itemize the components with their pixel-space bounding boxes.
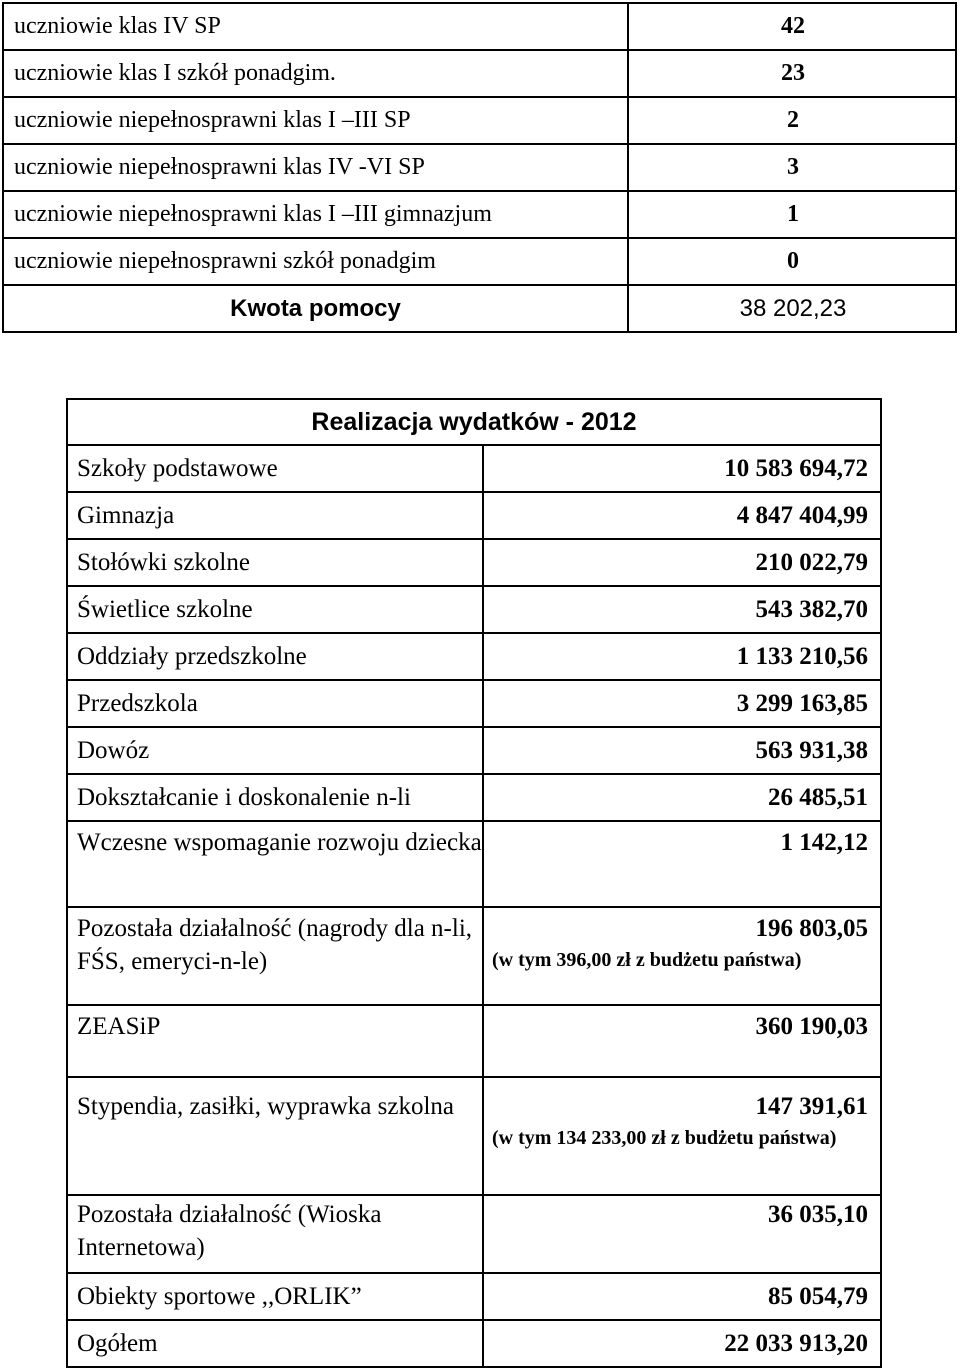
row-note: (w tym 396,00 zł z budżetu państwa) (492, 949, 802, 971)
table-row (67, 445, 881, 492)
table-row (67, 774, 881, 821)
table-row (3, 3, 956, 50)
row-label: Stypendia, zasiłki, wyprawka szkolna (67, 1077, 483, 1195)
row-label: Obiekty sportowe ,,ORLIK” (67, 1273, 483, 1320)
table-row (3, 50, 956, 97)
row-label: Pozostała działalność (nagrody dla n-li, FŚS, emeryci-n-le) (67, 907, 483, 1005)
row-label: uczniowie niepełnosprawni szkół ponadgim (3, 238, 628, 285)
row-value: 1 (628, 191, 956, 238)
table-row (67, 539, 881, 586)
row-value: 0 (628, 238, 956, 285)
row-note: (w tym 134 233,00 zł z budżetu państwa) (492, 1127, 837, 1149)
row-value: 360 190,03 (483, 1005, 881, 1077)
row-value: 3 (628, 144, 956, 191)
row-label: Gimnazja (67, 492, 483, 539)
row-value: 3 299 163,85 (483, 680, 881, 727)
table-row (3, 97, 956, 144)
table-row (67, 1005, 881, 1077)
row-label: uczniowie niepełnosprawni klas I –III gimnazjum (3, 191, 628, 238)
row-label: Przedszkola (67, 680, 483, 727)
row-label: Świetlice szkolne (67, 586, 483, 633)
table-row (67, 586, 881, 633)
row-label: uczniowie klas I szkół ponadgim. (3, 50, 628, 97)
row-value: 1 133 210,56 (483, 633, 881, 680)
table-row (67, 680, 881, 727)
row-label: Oddziały przedszkolne (67, 633, 483, 680)
row-value: 85 054,79 (483, 1273, 881, 1320)
table-row (67, 1195, 881, 1273)
row-value-cell (483, 1077, 881, 1195)
row-label: uczniowie klas IV SP (3, 3, 628, 50)
table-row (67, 907, 881, 1005)
row-value: 36 035,10 (483, 1195, 881, 1273)
table-row (67, 1273, 881, 1320)
table-row (67, 821, 881, 907)
row-value: 23 (628, 50, 956, 97)
table-row (67, 492, 881, 539)
row-label: Szkoły podstawowe (67, 445, 483, 492)
row-value-cell (483, 907, 881, 1005)
row-label: ZEASiP (67, 1005, 483, 1077)
row-value: 22 033 913,20 (483, 1320, 881, 1367)
row-label: Dowóz (67, 727, 483, 774)
table-title: Realizacja wydatków - 2012 (67, 399, 881, 445)
table-row (3, 238, 956, 285)
row-value: 4 847 404,99 (483, 492, 881, 539)
row-label: Ogółem (67, 1320, 483, 1367)
table-row (67, 633, 881, 680)
table-row (3, 191, 956, 238)
row-value: 543 382,70 (483, 586, 881, 633)
table-row (67, 727, 881, 774)
row-label: Stołówki szkolne (67, 539, 483, 586)
row-label: uczniowie niepełnosprawni klas I –III SP (3, 97, 628, 144)
total-value: 38 202,23 (628, 285, 956, 332)
aid-table (2, 2, 957, 333)
row-value: 26 485,51 (483, 774, 881, 821)
row-label: Wczesne wspomaganie rozwoju dziecka (67, 821, 483, 907)
row-value: 147 391,61 (755, 1093, 868, 1120)
row-value: 42 (628, 3, 956, 50)
row-value: 563 931,38 (483, 727, 881, 774)
row-value: 1 142,12 (483, 821, 881, 907)
row-value: 10 583 694,72 (483, 445, 881, 492)
total-row (3, 285, 956, 332)
row-value: 2 (628, 97, 956, 144)
row-value: 210 022,79 (483, 539, 881, 586)
row-label: uczniowie niepełnosprawni klas IV -VI SP (3, 144, 628, 191)
total-label: Kwota pomocy (3, 285, 628, 332)
grand-total-row (67, 1320, 881, 1367)
table-row (67, 1077, 881, 1195)
table-row (3, 144, 956, 191)
expenses-table (66, 398, 882, 1368)
table-header-row (67, 399, 881, 445)
row-label: Dokształcanie i doskonalenie n-li (67, 774, 483, 821)
row-value: 196 803,05 (755, 915, 868, 942)
row-label: Pozostała działalność (Wioska Internetowa) (67, 1195, 483, 1273)
